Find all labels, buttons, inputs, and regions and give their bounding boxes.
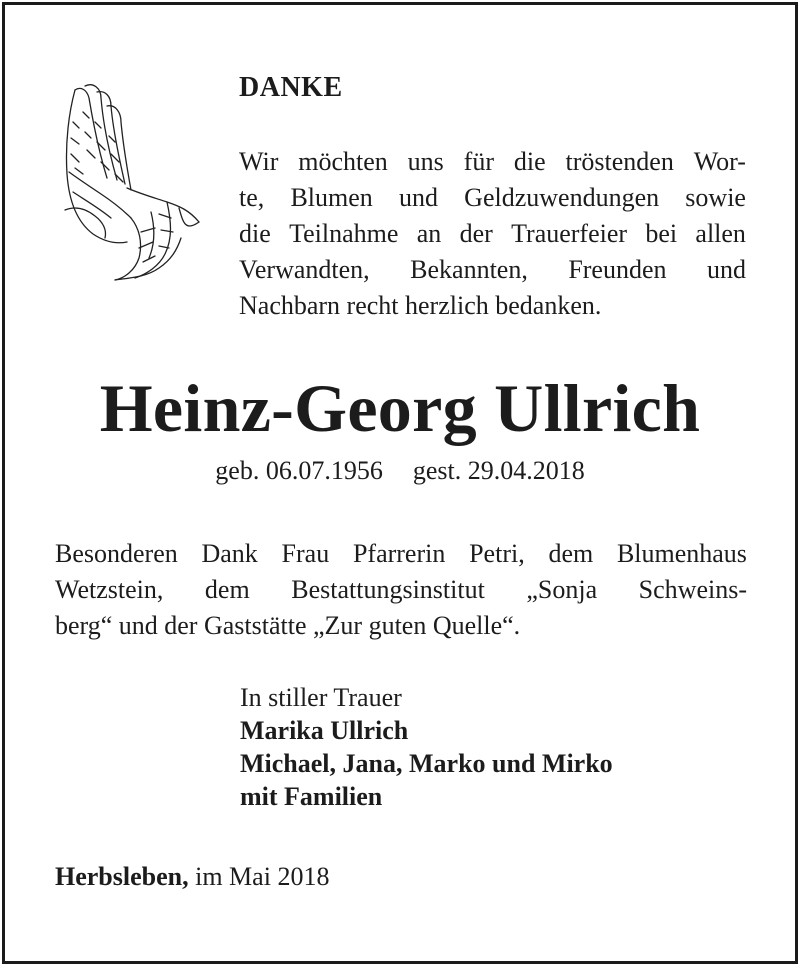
danke-title: DANKE: [239, 72, 343, 103]
danke-line-4: Verwandten, Bekannten, Freunden und: [239, 255, 746, 284]
thanks-line-3: berg“ und der Gaststätte „Zur guten Quelle“.: [55, 611, 521, 640]
signoff-name-3: mit Familien: [240, 782, 383, 811]
signoff-intro: In stiller Trauer: [240, 683, 402, 712]
danke-line-1: Wir möchten uns für die tröstenden Wor-: [239, 147, 746, 176]
place-date: im Mai 2018: [195, 862, 330, 891]
thanks-line-1: Besonderen Dank Frau Pfarrerin Petri, dem Blumenhaus: [55, 539, 747, 568]
signoff-block: [240, 681, 613, 813]
birth-date: geb. 06.07.1956: [215, 456, 383, 485]
signoff-name-1: Marika Ullrich: [240, 716, 409, 745]
death-date: gest. 29.04.2018: [412, 456, 585, 485]
place-town: Herbsleben,: [55, 862, 189, 891]
place-and-date: [55, 862, 329, 892]
deceased-name: Heinz-Georg Ullrich: [99, 370, 701, 446]
thanks-line-2: Wetzstein, dem Bestattungsinstitut „Sonja Schweins-: [55, 575, 747, 604]
danke-line-3: die Teilnahme an der Trauerfeier bei allen: [239, 219, 746, 248]
danke-line-5: Nachbarn recht herzlich bedanken.: [239, 291, 602, 320]
danke-paragraph: [239, 144, 746, 324]
danke-line-2: te, Blumen und Geldzuwendungen sowie: [239, 183, 746, 212]
special-thanks-paragraph: [55, 536, 747, 644]
signoff-name-2: Michael, Jana, Marko und Mirko: [240, 749, 613, 778]
praying-hands-icon: [55, 82, 205, 282]
life-dates: [0, 456, 800, 486]
